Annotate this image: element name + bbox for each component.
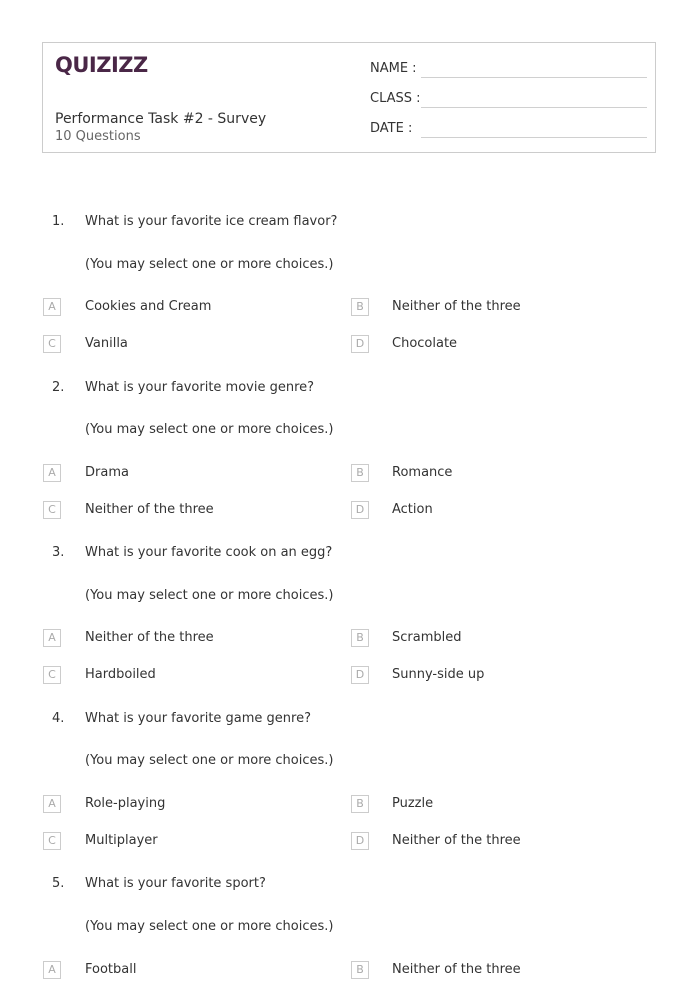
option-text: Neither of the three xyxy=(392,299,521,314)
option-text: Neither of the three xyxy=(392,962,521,977)
option-box-a[interactable]: A xyxy=(43,629,61,647)
option-box-a[interactable]: A xyxy=(43,961,61,979)
option-text: Puzzle xyxy=(392,796,434,811)
worksheet-title: Performance Task #2 - Survey xyxy=(55,111,267,127)
option-text: Role-playing xyxy=(85,796,166,811)
name-line[interactable] xyxy=(421,77,647,78)
question-note: (You may select one or more choices.) xyxy=(85,422,334,437)
date-field[interactable] xyxy=(370,121,647,141)
question-count: 10 Questions xyxy=(55,129,141,144)
option-text: Chocolate xyxy=(392,336,458,351)
option-text: Vanilla xyxy=(85,336,128,351)
option-text: Hardboiled xyxy=(85,667,156,682)
option-text: Romance xyxy=(392,465,453,480)
class-label: CLASS : xyxy=(370,91,421,106)
quizizz-logo: QUIZIZZ xyxy=(55,53,148,77)
name-field[interactable] xyxy=(370,61,647,81)
option-box-b[interactable]: B xyxy=(351,961,369,979)
question-number: 5. xyxy=(52,876,65,891)
date-line[interactable] xyxy=(421,137,647,138)
question-text: What is your favorite sport? xyxy=(85,876,266,891)
option-box-b[interactable]: B xyxy=(351,795,369,813)
option-box-c[interactable]: C xyxy=(43,832,61,850)
question-text: What is your favorite game genre? xyxy=(85,711,312,726)
question-note: (You may select one or more choices.) xyxy=(85,257,334,272)
question-text: What is your favorite cook on an egg? xyxy=(85,545,333,560)
option-box-d[interactable]: D xyxy=(351,666,369,684)
option-box-a[interactable]: A xyxy=(43,464,61,482)
option-box-d[interactable]: D xyxy=(351,832,369,850)
question-number: 4. xyxy=(52,711,65,726)
question-number: 2. xyxy=(52,380,65,395)
question-note: (You may select one or more choices.) xyxy=(85,588,334,603)
question-text: What is your favorite movie genre? xyxy=(85,380,315,395)
question-number: 3. xyxy=(52,545,65,560)
option-text: Drama xyxy=(85,465,129,480)
option-text: Sunny-side up xyxy=(392,667,485,682)
option-box-c[interactable]: C xyxy=(43,666,61,684)
name-label: NAME : xyxy=(370,61,417,76)
date-label: DATE : xyxy=(370,121,413,136)
class-line[interactable] xyxy=(421,107,647,108)
class-field[interactable] xyxy=(370,91,647,111)
option-text: Multiplayer xyxy=(85,833,158,848)
option-text: Neither of the three xyxy=(392,833,521,848)
option-text: Scrambled xyxy=(392,630,462,645)
option-box-a[interactable]: A xyxy=(43,298,61,316)
option-text: Action xyxy=(392,502,433,517)
question-number: 1. xyxy=(52,214,65,229)
option-box-c[interactable]: C xyxy=(43,335,61,353)
option-box-d[interactable]: D xyxy=(351,501,369,519)
option-box-c[interactable]: C xyxy=(43,501,61,519)
option-text: Neither of the three xyxy=(85,630,214,645)
option-box-b[interactable]: B xyxy=(351,298,369,316)
option-text: Neither of the three xyxy=(85,502,214,517)
worksheet-header xyxy=(42,42,656,153)
question-note: (You may select one or more choices.) xyxy=(85,753,334,768)
option-box-b[interactable]: B xyxy=(351,629,369,647)
option-box-d[interactable]: D xyxy=(351,335,369,353)
question-text: What is your favorite ice cream flavor? xyxy=(85,214,338,229)
option-box-b[interactable]: B xyxy=(351,464,369,482)
question-note: (You may select one or more choices.) xyxy=(85,919,334,934)
option-box-a[interactable]: A xyxy=(43,795,61,813)
option-text: Cookies and Cream xyxy=(85,299,212,314)
option-text: Football xyxy=(85,962,137,977)
